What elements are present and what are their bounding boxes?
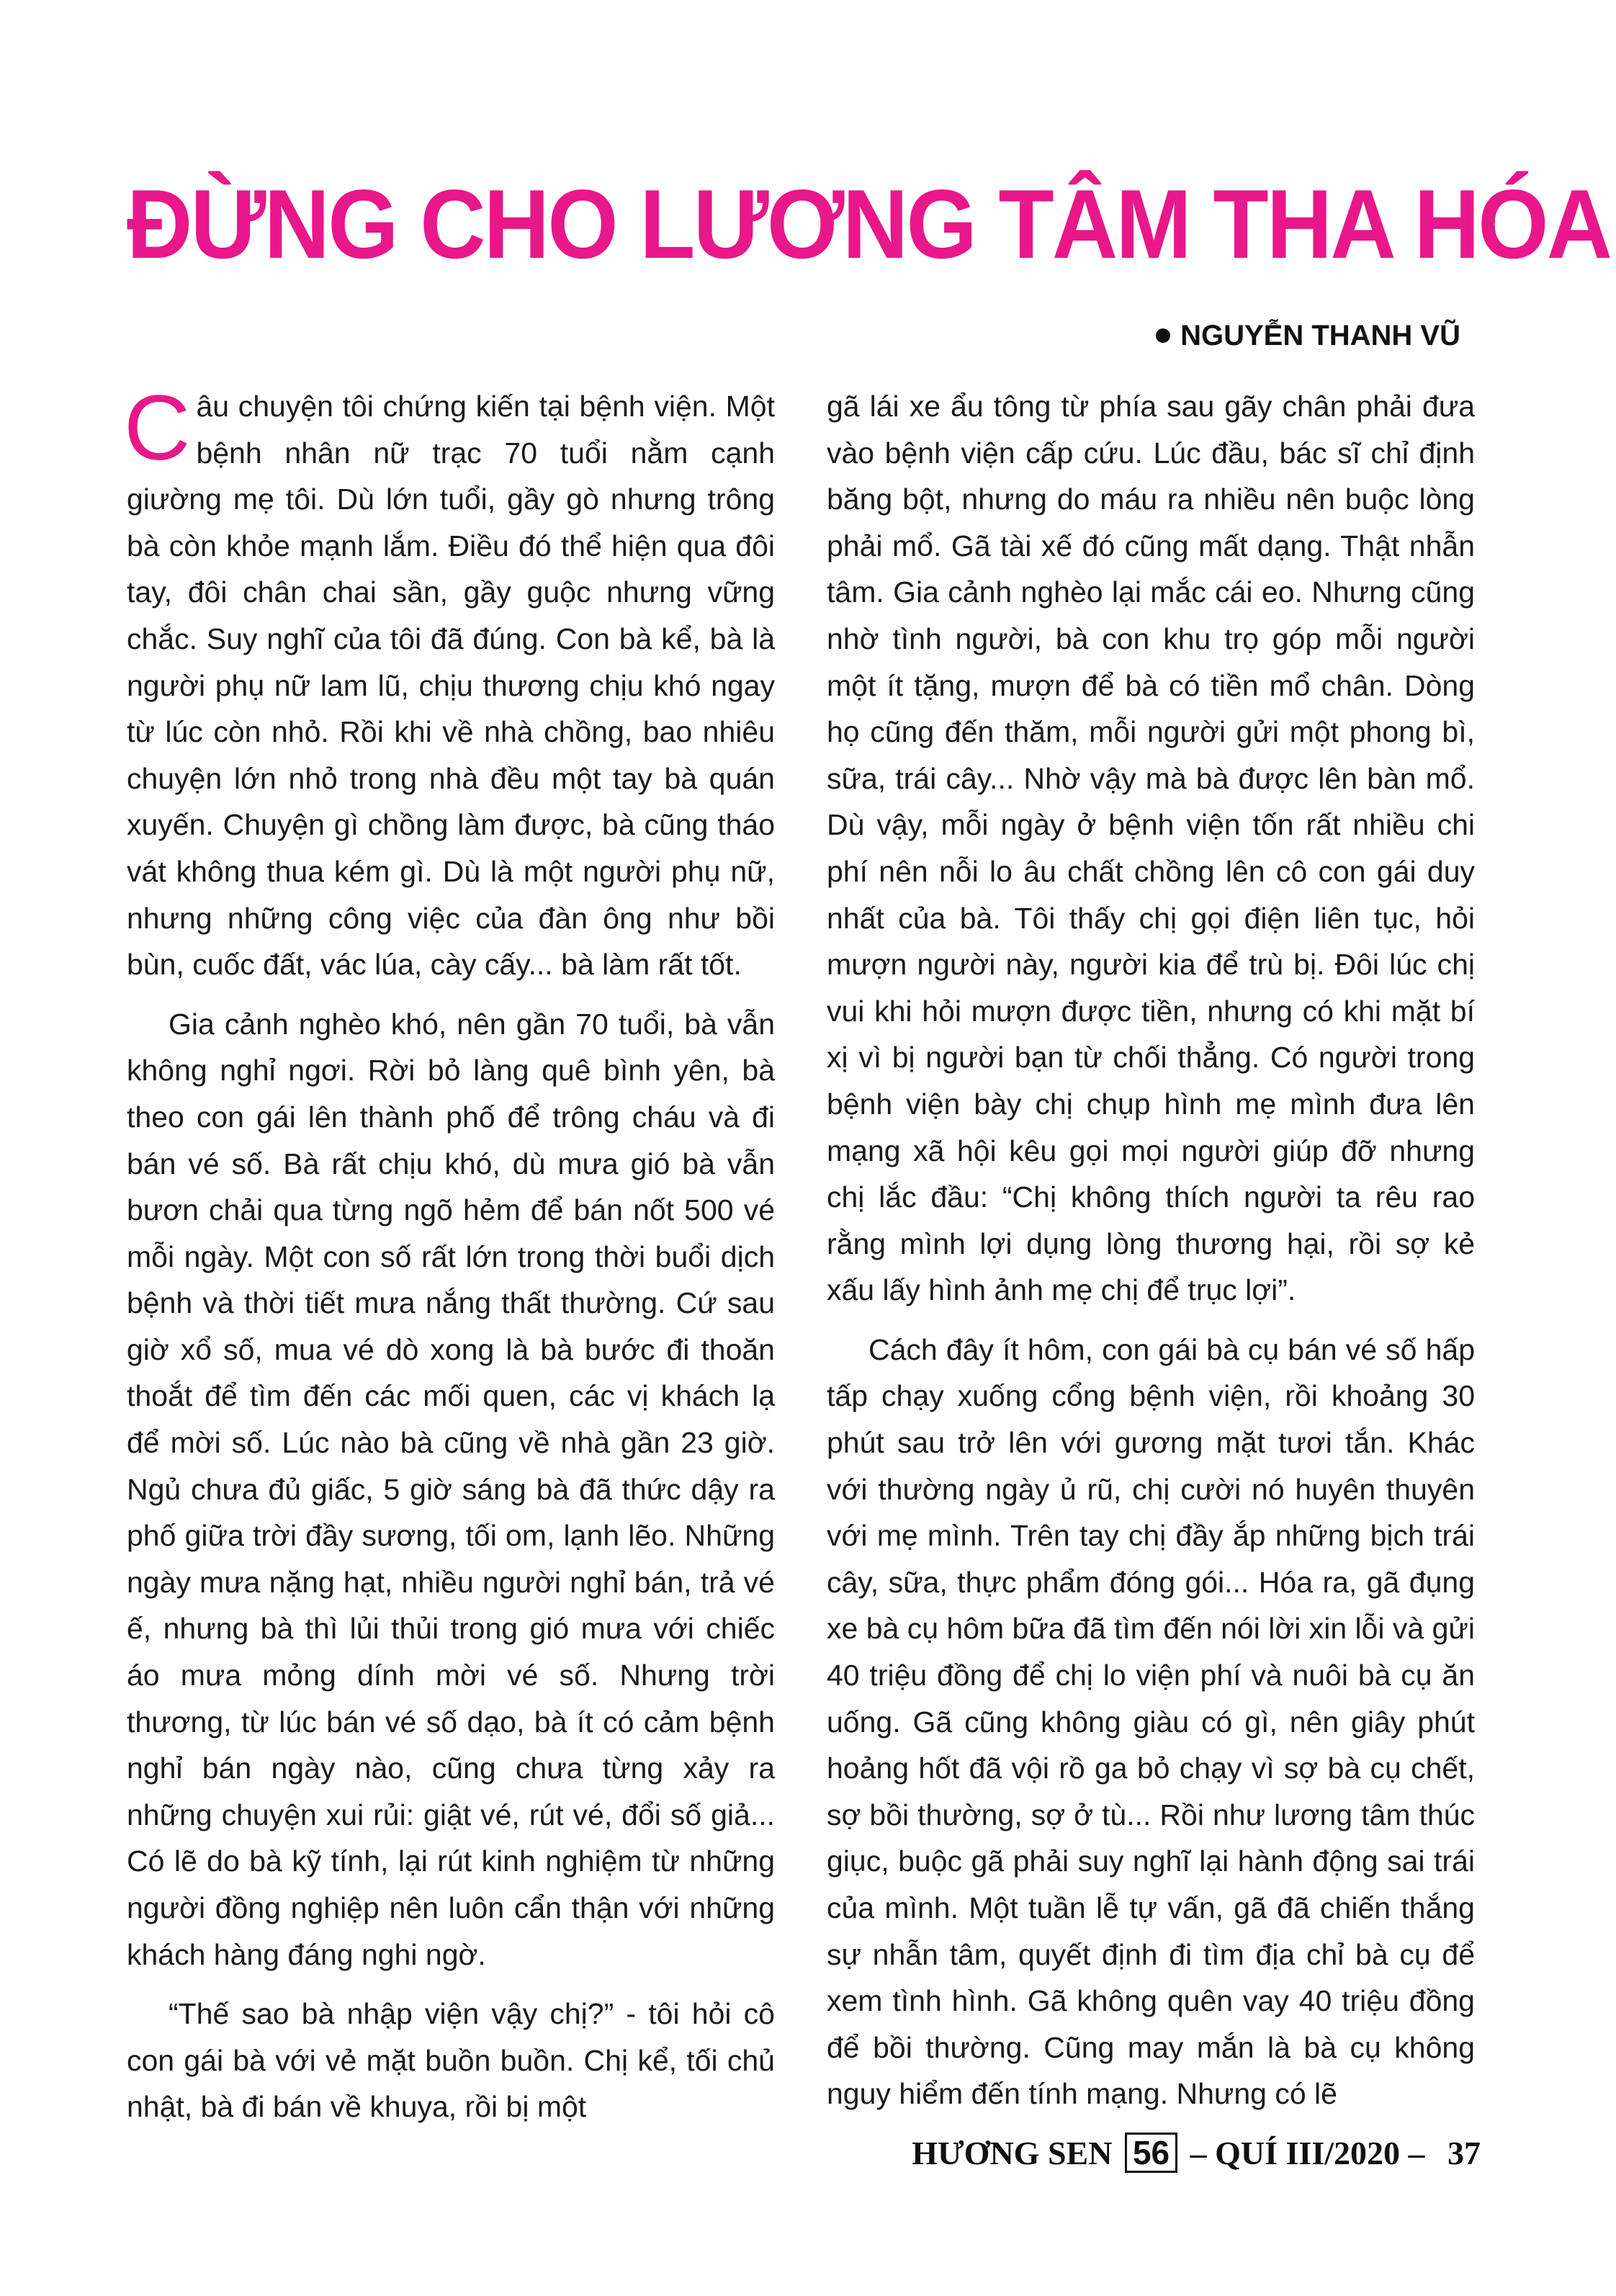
paragraph-3: “Thế sao bà nhập viện vậy chị?” - tôi hỏi cô con gái bà với vẻ mặt buồn buồn. Chị kể, tối chủ nhật, bà đi bán về khuya, rồi bị một <box>127 1997 775 2124</box>
issue-period: – QUÍ III/2020 – <box>1190 2135 1425 2171</box>
paragraph-2: Gia cảnh nghèo khó, nên gần 70 tuổi, bà vẫn không nghỉ ngơi. Rời bỏ làng quê bình yên, bà theo con gái lên thành phố để trông cháu và đi bán vé số. Bà rất chịu khó, dù mưa gió bà vẫn bươn chải qua từng ngõ hẻm để bán nốt 500 vé mỗi ngày. Một con số rất lớn trong thời buổi dịch bệnh và thời tiết mưa nắng thất thường. Cứ sau giờ xổ số, mua vé dò xong là bà bước đi thoăn thoắt để tìm đến các mối quen, các vị khách lạ để mời số. Lúc nào bà cũng về nhà gần 23 giờ. Ngủ chưa đủ giấc, 5 giờ sáng bà đã thức dậy ra phố giữa trời đầy sương, tối om, lạnh lẽo. Những ngày mưa nặng hạt, nhiều người nghỉ bán, trả vé ế, nhưng bà thì lủi thủi trong gió mưa với chiếc áo mưa mỏng dính mời vé số. Nhưng trời thương, từ lúc bán vé số dạo, bà ít có cảm bệnh nghỉ bán ngày nào, cũng chưa từng xảy ra những chuyện xui rủi: giật vé, rút vé, đổi số giả... Có lẽ do bà kỹ tính, lại rút kinh nghiệm từ những người đồng nghiệp nên luôn cẩn thận với những khách hàng đáng nghi ngờ. <box>127 1007 775 1971</box>
author-byline <box>1156 315 1460 356</box>
drop-cap: C <box>124 377 191 480</box>
right-column <box>827 383 1475 2117</box>
paragraph-3-continued: gã lái xe ẩu tông từ phía sau gãy chân phải đưa vào bệnh viện cấp cứu. Lúc đầu, bác sĩ chỉ định băng bột, nhưng do máu ra nhiều nên buộc lòng phải mổ. Gã tài xế đó cũng mất dạng. Thật nhẫn tâm. Gia cảnh nghèo lại mắc cái eo. Nhưng cũng nhờ tình người, bà con khu trọ góp mỗi người một ít tặng, mượn để bà có tiền mổ chân. Dòng họ cũng đến thăm, mỗi người gửi một phong bì, sữa, trái cây... Nhờ vậy mà bà được lên bàn mổ. Dù vậy, mỗi ngày ở bệnh viện tốn rất nhiều chi phí nên nỗi lo âu chất chồng lên cô con gái duy nhất của bà. Tôi thấy chị gọi điện liên tục, hỏi mượn người này, người kia để trù bị. Đôi lúc chị vui khi hỏi mượn được tiền, nhưng có khi mặt bí xị vì bị người bạn từ chối thẳng. Có người trong bệnh viện bày chị chụp hình mẹ mình đưa lên mạng xã hội kêu gọi mọi người giúp đỡ nhưng chị lắc đầu: “Chị không thích người ta rêu rao rằng mình lợi dụng lòng thương hại, rồi sợ kẻ xấu lấy hình ảnh mẹ chị để trục lợi”. <box>827 390 1475 1307</box>
left-column <box>124 377 775 2130</box>
bullet-icon <box>1156 328 1170 343</box>
paragraph-1 <box>124 377 775 988</box>
paragraph-1-text: âu chuyện tôi chứng kiến tại bệnh viện. Một bệnh nhân nữ trạc 70 tuổi nằm cạnh giường mẹ tôi. Dù lớn tuổi, gầy gò nhưng trông bà còn khỏe mạnh lắm. Điều đó thể hiện qua đôi tay, đôi chân chai sần, gầy guộc nhưng vững chắc. Suy nghĩ của tôi đã đúng. Con bà kể, bà là người phụ nữ lam lũ, chịu thương chịu khó ngay từ lúc còn nhỏ. Rồi khi về nhà chồng, bao nhiêu chuyện lớn nhỏ trong nhà đều một tay bà quán xuyến. Chuyện gì chồng làm được, bà cũng tháo vát không thua kém gì. Dù là một người phụ nữ, nhưng những công việc của đàn ông như bồi bùn, cuốc đất, vác lúa, cày cấy... bà làm rất tốt. <box>127 390 775 982</box>
paragraph-4: Cách đây ít hôm, con gái bà cụ bán vé số hấp tấp chạy xuống cổng bệnh viện, rồi khoảng 30 phút sau trở lên với gương mặt tươi tắn. Khác với thường ngày ủ rũ, chị cười nó huyên thuyên với mẹ mình. Trên tay chị đầy ắp những bịch trái cây, sữa, thực phẩm đóng gói... Hóa ra, gã đụng xe bà cụ hôm bữa đã tìm đến nói lời xin lỗi và gửi 40 triệu đồng để chị lo viện phí và nuôi bà cụ ăn uống. Gã cũng không giàu có gì, nên giây phút hoảng hốt đã vội rồ ga bỏ chạy vì sợ bà cụ chết, sợ bồi thường, sợ ở tù... Rồi như lương tâm thúc giục, buộc gã phải suy nghĩ lại hành động sai trái của mình. Một tuần lễ tự vấn, gã đã chiến thắng sự nhẫn tâm, quyết định đi tìm địa chỉ bà cụ để xem tình hình. Gã không quên vay 40 triệu đồng để bồi thường. Cũng may mắn là bà cụ không nguy hiểm đến tính mạng. Nhưng có lẽ <box>827 1332 1475 2111</box>
magazine-name: HƯƠNG SEN <box>912 2135 1113 2171</box>
article-title: ĐỪNG CHO LƯƠNG TÂM THA HÓA <box>127 169 1611 279</box>
author-name: NGUYỄN THANH VŨ <box>1180 320 1460 351</box>
page-number: 37 <box>1447 2135 1481 2171</box>
page-footer <box>912 2132 1481 2175</box>
issue-number: 56 <box>1125 2133 1177 2173</box>
